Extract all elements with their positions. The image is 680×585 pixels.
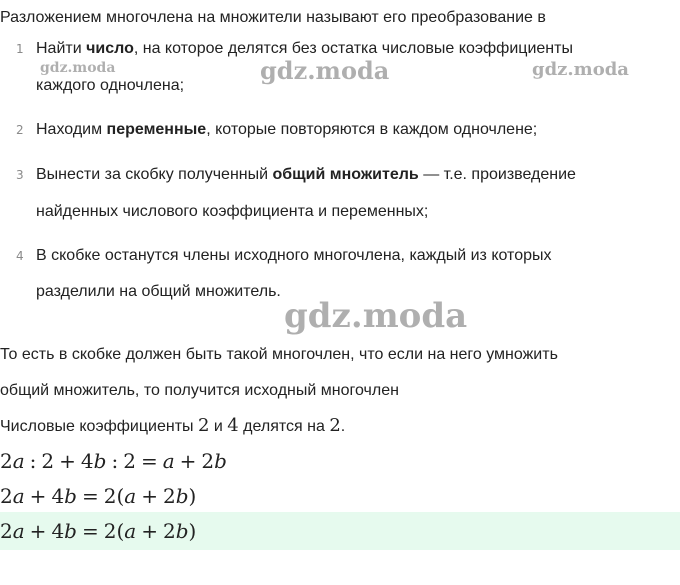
eq1-t5: +: [59, 449, 76, 473]
coef-and: и: [209, 418, 228, 435]
ans-t12: b: [175, 519, 189, 543]
coefficients-line: [0, 416, 345, 437]
watermark-mid: gdz.moda: [260, 56, 390, 85]
step-2-post: , которые повторяются в каждом одночлене;: [206, 121, 538, 138]
watermark-big: gdz.moda: [284, 296, 468, 336]
step-3-pre: Вынести за скобку полученный: [36, 166, 273, 183]
ans-t2: a: [12, 519, 25, 543]
answer-equation: [0, 518, 196, 544]
equation-2: [0, 483, 196, 509]
watermark-small-right: gdz.moda: [532, 59, 629, 80]
coef-pre: Числовые коэффициенты: [0, 418, 198, 435]
paragraph-line-2: общий множитель, то получится исходный многочлен: [0, 382, 399, 399]
eq2-t4: 4: [51, 484, 65, 508]
ans-t13: ): [188, 519, 197, 543]
eq1-t4: 2: [41, 449, 55, 473]
eq2-t2: a: [12, 484, 25, 508]
eq1-t11: a: [162, 449, 175, 473]
paragraph-line-1: То есть в скобке должен быть такой многочлен, что если на него умножить: [0, 346, 558, 363]
eq2-t1: 2: [0, 484, 13, 508]
step-2-pre: Находим: [36, 121, 107, 138]
eq2-t6: =: [81, 484, 99, 508]
eq2-t12: b: [175, 484, 189, 508]
eq1-t3: :: [29, 449, 37, 473]
eq2-t9: a: [124, 484, 137, 508]
eq1-t2: a: [12, 449, 25, 473]
ans-t9: a: [124, 519, 137, 543]
step-4-line-1: В скобке останутся члены исходного многочлена, каждый из которых: [36, 247, 552, 264]
coef-mid: делятся на: [238, 418, 330, 435]
coef-end: .: [340, 418, 346, 435]
step-3-line-2: найденных числового коэффициента и переменных;: [36, 203, 429, 220]
ans-t4: 4: [51, 519, 65, 543]
eq2-t8: (: [116, 484, 125, 508]
eq1-t1: 2: [0, 449, 13, 473]
step-1-post: , на которое делятся без остатка числовые коэффициенты: [133, 40, 573, 57]
step-number-1: 1: [16, 42, 24, 56]
eq2-t10: +: [141, 484, 158, 508]
step-number-4: 4: [16, 249, 24, 263]
step-2-bold: переменные: [106, 121, 207, 138]
step-4-line-2: разделили на общий множитель.: [36, 283, 281, 300]
step-3-bold: общий множитель: [272, 166, 419, 183]
eq1-t9: 2: [123, 449, 136, 473]
step-3-post: — т.е. произведение: [418, 166, 576, 183]
eq1-t13: 2: [201, 449, 215, 473]
eq1-t8: :: [111, 449, 119, 473]
ans-t7: 2: [103, 519, 117, 543]
coef-n2: 4: [227, 415, 239, 436]
ans-t5: b: [64, 519, 77, 543]
step-2-line-1: [36, 120, 537, 140]
ans-t10: +: [141, 519, 158, 543]
step-number-2: 2: [16, 123, 24, 137]
watermark-small-left: gdz.moda: [40, 60, 116, 76]
ans-t3: +: [29, 519, 47, 543]
ans-t8: (: [116, 519, 125, 543]
step-number-3: 3: [16, 168, 24, 182]
step-3-line-1: [36, 165, 576, 185]
eq2-t13: ): [188, 484, 197, 508]
ans-t6: =: [81, 519, 99, 543]
eq2-t5: b: [64, 484, 77, 508]
eq1-t10: =: [140, 449, 158, 473]
eq2-t7: 2: [103, 484, 117, 508]
eq1-t14: b: [214, 449, 227, 473]
eq1-t7: b: [93, 449, 107, 473]
eq1-t6: 4: [80, 449, 94, 473]
ans-t11: 2: [163, 519, 176, 543]
eq1-t12: +: [179, 449, 197, 473]
step-1-pre: Найти: [36, 40, 87, 57]
coef-n1: 2: [197, 415, 210, 436]
intro-text: Разложением многочлена на множители называют его преобразование в: [0, 9, 546, 26]
eq2-t3: +: [29, 484, 47, 508]
ans-t1: 2: [0, 519, 13, 543]
eq2-t11: 2: [163, 484, 176, 508]
step-1-line-2: каждого одночлена;: [36, 77, 185, 94]
equation-1: [0, 448, 227, 474]
step-1-bold: число: [86, 40, 134, 57]
coef-n3: 2: [329, 415, 341, 436]
